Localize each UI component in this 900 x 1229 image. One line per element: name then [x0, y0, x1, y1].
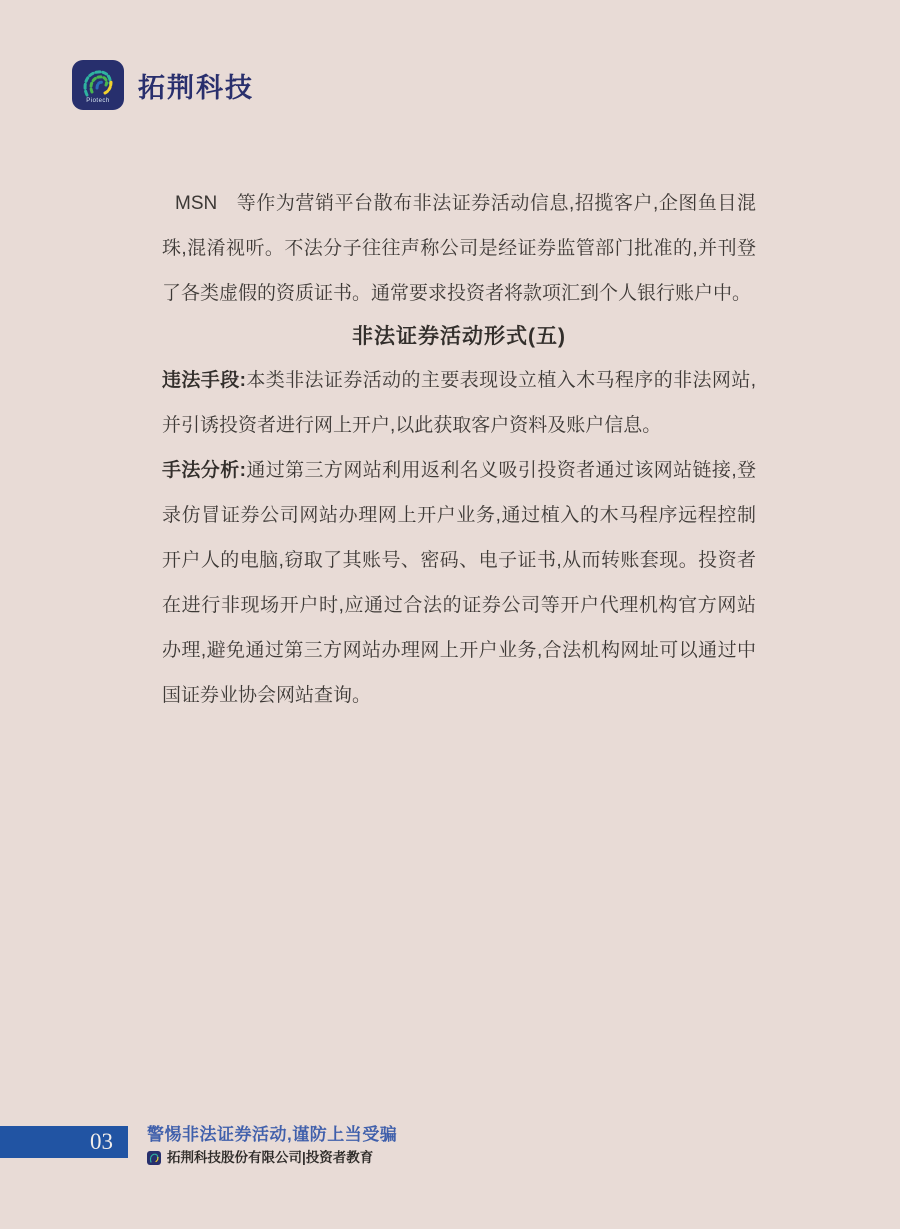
- footer-logo-swirl-icon: [149, 1153, 159, 1163]
- footer-company-line: 拓荆科技股份有限公司|投资者教育: [167, 1150, 374, 1165]
- paragraph-label-illegal-means: 违法手段:: [162, 370, 246, 391]
- paragraph-text-method-analysis: 通过第三方网站利用返利名义吸引投资者通过该网站链接,登录仿冒证券公司网站办理网上开户业务,通过植入的木马程序远程控制开户人的电脑,窃取了其账号、密码、电子证书,从而转账套现。投资者在进行非现场开户时,应通过合法的证券公司等开户代理机构官方网站办理,避免通过第三方网站办理网上开户业务,合法机构网址可以通过中国证券业协会网站查询。: [162, 460, 757, 706]
- section-title: 非法证券活动形式(五): [352, 325, 566, 348]
- paragraph-intro: MSN 等作为营销平台散布非法证券活动信息,招揽客户,企图鱼目混珠,混淆视听。不法分子往往声称公司是经证券监管部门批准的,并刊登了各类虚假的资质证书。通常要求投资者将款项汇到个人银行账户中。: [162, 193, 756, 304]
- page-number-box: [0, 1126, 128, 1158]
- footer-text: [147, 1123, 397, 1166]
- footer-slogan: 警惕非法证券活动,谨防上当受骗: [147, 1125, 398, 1144]
- company-logo: [72, 60, 254, 110]
- logo-swirl-icon: [80, 69, 116, 97]
- logo-wordmark-small: Piotech: [86, 97, 110, 104]
- company-name: 拓荆科技: [138, 72, 254, 103]
- footer-company-row: [147, 1150, 397, 1166]
- header: [72, 60, 254, 110]
- main-content: [162, 181, 756, 718]
- paragraph-text-illegal-means: 本类非法证券活动的主要表现设立植入木马程序的非法网站,并引诱投资者进行网上开户,以此获取客户资料及账户信息。: [162, 370, 757, 436]
- paragraph-label-method-analysis: 手法分析:: [162, 460, 246, 481]
- paragraph-illegal-means: [162, 358, 756, 448]
- page-number: 03: [90, 1129, 113, 1154]
- piotech-footer-logo-icon: [147, 1151, 161, 1165]
- paragraph-method-analysis: [162, 448, 756, 718]
- piotech-logo-icon: [72, 60, 124, 110]
